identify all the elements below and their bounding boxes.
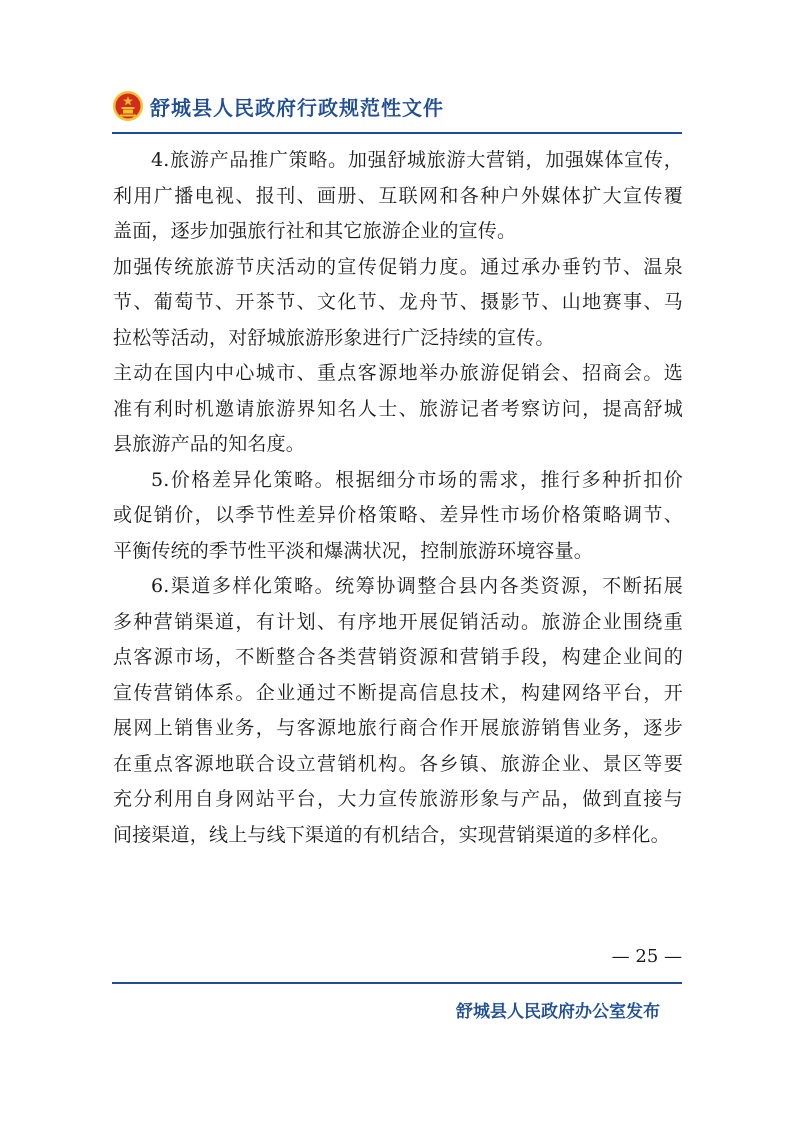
document-header xyxy=(112,86,682,130)
paragraph-line: 点客源市场，不断整合各类营销资源和营销手段，构建企业间的 xyxy=(113,646,683,668)
paragraph-line: 平衡传统的季节性平淡和爆满状况，控制旅游环境容量。 xyxy=(113,539,594,562)
footer-publisher: 舒城县人民政府办公室发布 xyxy=(456,1002,660,1022)
paragraph-line: 展网上销售业务，与客源地旅行商合作开展旅游销售业务，逐步 xyxy=(113,717,683,739)
paragraph-line: 加强传统旅游节庆活动的宣传促销力度。通过承办垂钓节、温泉 xyxy=(113,255,683,278)
footer-rule xyxy=(112,982,682,984)
paragraph-line: 充分利用自身网站平台，大力宣传旅游形象与产品，做到直接与 xyxy=(113,788,683,810)
paragraph-line: 6.渠道多样化策略。统筹协调整合县内各类资源，不断拓展 xyxy=(151,575,683,597)
paragraph-line: 准有利时机邀请旅游界知名人士、旅游记者考察访问，提高舒城 xyxy=(113,397,683,420)
paragraph-line: 或促销价，以季节性差异价格策略、差异性市场价格策略调节、 xyxy=(113,504,683,526)
paragraph-line: 宣传营销体系。企业通过不断提高信息技术，构建网络平台，开 xyxy=(113,681,683,704)
paragraph-line: 节、葡萄节、开茶节、文化节、龙舟节、摄影节、山地赛事、马 xyxy=(113,291,683,313)
page-number: — 25 — xyxy=(611,946,682,967)
paragraph-line: 利用广播电视、报刊、画册、互联网和各种户外媒体扩大宣传覆 xyxy=(113,184,683,207)
paragraph-line: 5.价格差异化策略。根据细分市场的需求，推行多种折扣价 xyxy=(151,468,683,491)
header-rule xyxy=(112,132,682,134)
paragraph-line: 县旅游产品的知名度。 xyxy=(113,433,306,455)
paragraph-line: 拉松等活动，对舒城旅游形象进行广泛持续的宣传。 xyxy=(113,326,555,349)
document-body xyxy=(113,143,683,853)
paragraph-line: 在重点客源地联合设立营销机构。各乡镇、旅游企业、景区等要 xyxy=(113,752,683,775)
header-title: 舒城县人民政府行政规范性文件 xyxy=(150,96,444,120)
paragraph-line: 4.旅游产品推广策略。加强舒城旅游大营销，加强媒体宣传， xyxy=(151,149,683,171)
national-emblem-icon xyxy=(112,90,144,122)
paragraph-line: 多种营销渠道，有计划、有序地开展促销活动。旅游企业围绕重 xyxy=(113,610,683,633)
paragraph-line: 主动在国内中心城市、重点客源地举办旅游促销会、招商会。选 xyxy=(113,362,683,384)
paragraph-line: 间接渠道，线上与线下渠道的有机结合，实现营销渠道的多样化。 xyxy=(113,823,670,846)
paragraph-line: 盖面，逐步加强旅行社和其它旅游企业的宣传。 xyxy=(113,220,517,242)
